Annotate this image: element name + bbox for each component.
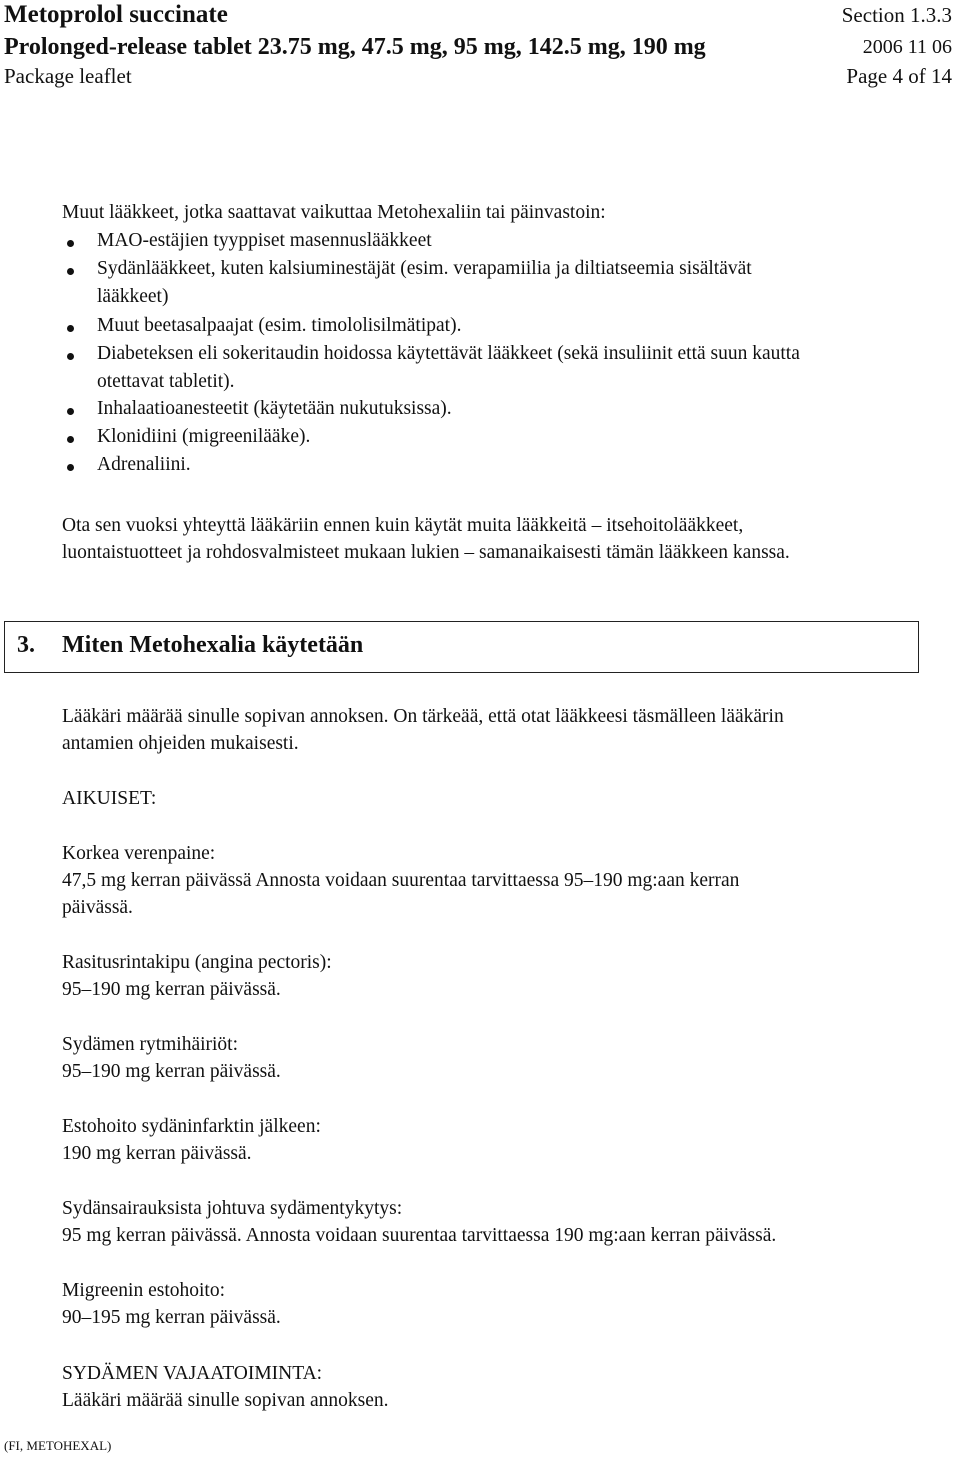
dosage-label: Estohoito sydäninfarktin jälkeen: [62, 1116, 321, 1137]
dosage-value: 90–195 mg kerran päivässä. [62, 1307, 281, 1328]
bullet-icon [67, 464, 74, 471]
section-number: Section 1.3.3 [841, 3, 952, 27]
section-heading-box [4, 621, 919, 673]
interaction-advice: Ota sen vuoksi yhteyttä lääkäriin ennen kuin käytät muita lääkkeitä – itsehoitolääkkeet, [62, 515, 744, 536]
interaction-item-3: Muut beetasalpaajat (esim. timololisilmätipat). [97, 315, 462, 336]
dosage-label: SYDÄMEN VAJAATOIMINTA: [62, 1363, 323, 1384]
dosage-value: 95–190 mg kerran päivässä. [62, 979, 281, 1000]
dosage-value: 190 mg kerran päivässä. [62, 1143, 252, 1164]
bullet-icon [67, 353, 74, 360]
interaction-advice-cont: luontaistuotteet ja rohdosvalmisteet mukaan lukien – samanaikaisesti tämän lääkkeen kanssa. [62, 542, 790, 563]
dosage-value: 95–190 mg kerran päivässä. [62, 1061, 281, 1082]
footer-code: (FI, METOHEXAL) [4, 1438, 112, 1453]
bullet-icon [67, 408, 74, 415]
dosage-label: Korkea verenpaine: [62, 843, 216, 864]
bullet-icon [67, 325, 74, 332]
document-type: Package leaflet [4, 64, 132, 88]
dosage-value: Lääkäri määrää sinulle sopivan annoksen. [62, 1390, 389, 1411]
interaction-item-5: Inhalaatioanesteetit (käytetään nukutuksissa). [97, 398, 452, 419]
dosage-intro: Lääkäri määrää sinulle sopivan annoksen. On tärkeää, että otat lääkkeesi täsmälleen lääkärin [62, 706, 784, 727]
interaction-item-4-cont: otettavat tabletit). [97, 371, 235, 392]
bullet-icon [67, 436, 74, 443]
bullet-icon [67, 268, 74, 275]
interaction-item-1: MAO-estäjien tyyppiset masennuslääkkeet [97, 230, 432, 251]
interactions-intro: Muut lääkkeet, jotka saattavat vaikuttaa Metohexaliin tai päinvastoin: [62, 202, 606, 223]
dosage-value: 47,5 mg kerran päivässä Annosta voidaan suurentaa tarvittaessa 95–190 mg:aan kerran [62, 870, 740, 891]
interaction-item-7: Adrenaliini. [97, 454, 191, 475]
interaction-item-2-cont: lääkkeet) [97, 286, 169, 307]
adults-heading: AIKUISET: [62, 788, 157, 809]
section-title: Miten Metohexalia käytetään [62, 632, 364, 658]
dosage-label: Sydänsairauksista johtuva sydämentykytys: [62, 1198, 403, 1219]
page-number: Page 4 of 14 [846, 64, 952, 88]
bullet-icon [67, 240, 74, 247]
interaction-item-4: Diabeteksen eli sokeritaudin hoidossa käytettävät lääkkeet (sekä insuliinit että suun kautta [97, 343, 800, 364]
section-number-3: 3. [17, 632, 35, 658]
formulation: Prolonged-release tablet 23.75 mg, 47.5 mg, 95 mg, 142.5 mg, 190 mg [4, 34, 706, 60]
dosage-label: Migreenin estohoito: [62, 1280, 226, 1301]
dosage-label: Rasitusrintakipu (angina pectoris): [62, 952, 332, 973]
drug-name: Metoprolol succinate [4, 1, 228, 28]
dosage-value-cont: päivässä. [62, 897, 133, 918]
dosage-intro-cont: antamien ohjeiden mukaisesti. [62, 733, 299, 754]
interaction-item-2: Sydänlääkkeet, kuten kalsiuminestäjät (esim. verapamiilia ja diltiatseemia sisältävät [97, 258, 752, 279]
dosage-value: 95 mg kerran päivässä. Annosta voidaan suurentaa tarvittaessa 190 mg:aan kerran päivässä. [62, 1225, 777, 1246]
dosage-label: Sydämen rytmihäiriöt: [62, 1034, 239, 1055]
interaction-item-6: Klonidiini (migreenilääke). [97, 426, 311, 447]
document-date: 2006 11 06 [862, 36, 952, 58]
